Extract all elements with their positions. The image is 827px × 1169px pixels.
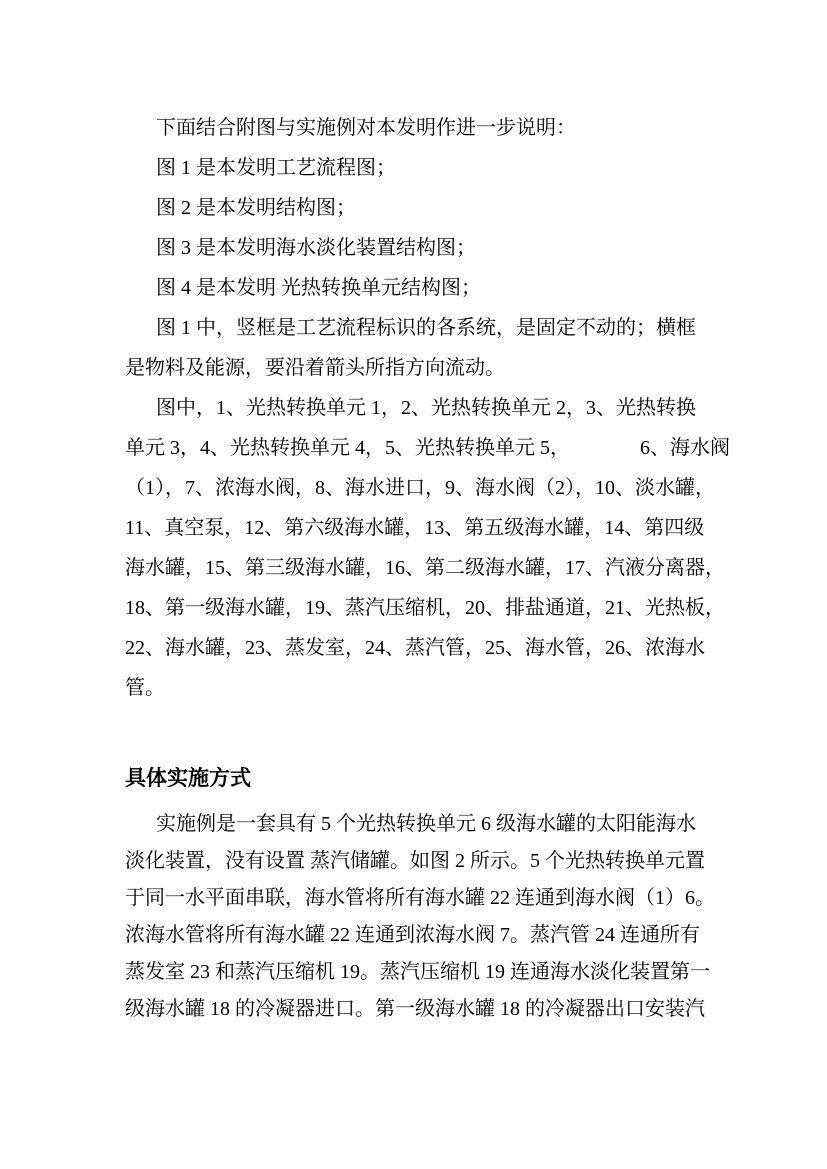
text-line: 图 3 是本发明海水淡化装置结构图； [156,237,476,259]
text-line: 实施例是一套具有 5 个光热转换单元 6 级海水罐的太阳能海水 [156,813,696,835]
text-line: 蒸发室 23 和蒸汽压缩机 19。蒸汽压缩机 19 连通海水淡化装置第一 [125,961,710,983]
text-line: 是物料及能源，要沿着箭头所指方向流动。 [125,357,505,379]
text-line: 图 1 是本发明工艺流程图； [156,157,396,179]
text-line: 下面结合附图与实施例对本发明作进一步说明： [156,117,576,139]
text-line: 22、海水罐，23、蒸发室，24、蒸汽管，25、海水管，26、浓海水 [125,637,705,659]
section-heading: 具体实施方式 [125,766,251,790]
text-line: 图 4 是本发明 光热转换单元结构图； [156,277,481,299]
embodiment-section [125,806,715,1028]
text-line: 浓海水管将所有海水罐 22 连通到浓海水阀 7。蒸汽管 24 连通所有 [125,924,700,946]
text-line: 18、第一级海水罐，19、蒸汽压缩机，20、排盐通道，21、光热板， [125,597,725,619]
text-line: 管。 [125,677,165,699]
text-line: 海水罐，15、第三级海水罐，16、第二级海水罐，17、汽液分离器， [125,557,725,579]
text-line: 图 2 是本发明结构图； [156,197,356,219]
text-line: 11、真空泵，12、第六级海水罐，13、第五级海水罐，14、第四级 [125,517,705,539]
text-line: 级海水罐 18 的冷凝器进口。第一级海水罐 18 的冷凝器出口安装汽 [125,998,705,1020]
text-line: 图 1 中，竖框是工艺流程标识的各系统，是固定不动的；横框 [156,317,696,339]
text-line: （1），7、浓海水阀，8、海水进口，9、海水阀（2），10、淡水罐， [125,477,715,499]
text-line: 图中，1、光热转换单元 1，2、光热转换单元 2，3、光热转换 [156,397,696,419]
intro-section [125,108,730,708]
text-line: 淡化装置，没有设置 蒸汽储罐。如图 2 所示。5 个光热转换单元置 [125,850,705,872]
text-line: 于同一水平面串联，海水管将所有海水罐 22 连通到海水阀（1）6。 [125,887,715,909]
text-line: 单元 3，4、光热转换单元 4，5、光热转换单元 5， 6、海水阀 [125,437,730,459]
